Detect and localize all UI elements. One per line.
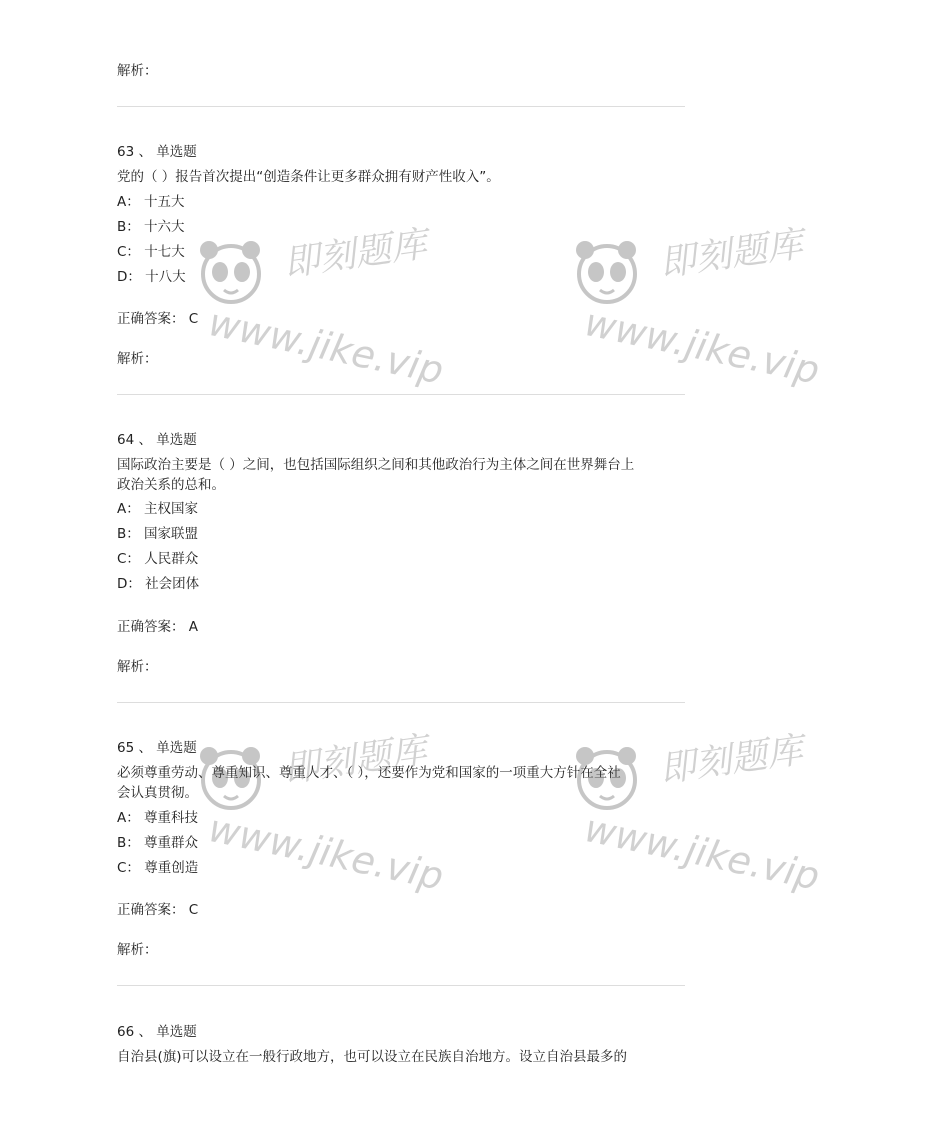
watermark — [196, 223, 556, 393]
watermark-brand: 即刻题库 — [281, 223, 430, 285]
analysis-label: 解析： — [117, 351, 158, 367]
option-a: A： 尊重科技 — [117, 810, 199, 826]
option-c: C： 人民群众 — [117, 551, 199, 567]
question-header: 66 、 单选题 — [117, 1024, 197, 1040]
question-header: 64 、 单选题 — [117, 432, 197, 448]
correct-answer: 正确答案： A — [117, 619, 199, 635]
watermark — [572, 729, 932, 899]
watermark-url: www.jike.vip — [204, 806, 448, 899]
question-header: 65 、 单选题 — [117, 740, 197, 756]
correct-answer: 正确答案： C — [117, 311, 199, 327]
question-header: 63 、 单选题 — [117, 144, 197, 160]
watermark-url: www.jike.vip — [580, 300, 824, 393]
question-stem: 党的（ ）报告首次提出“创造条件让更多群众拥有财产性收入”。 — [117, 169, 500, 185]
question-stem: 自治县(旗)可以设立在一般行政地方，也可以设立在民族自治地方。设立自治县最多的 — [117, 1049, 628, 1065]
option-b: B： 尊重群众 — [117, 835, 199, 851]
option-b: B： 国家联盟 — [117, 526, 199, 542]
question-stem-cont: 会认真贯彻。 — [117, 785, 198, 801]
watermark-brand: 即刻题库 — [657, 729, 806, 791]
analysis-label: 解析： — [117, 942, 158, 958]
panda-icon — [572, 742, 642, 814]
question-stem-cont: 政治关系的总和。 — [117, 477, 225, 493]
watermark-url: www.jike.vip — [580, 806, 824, 899]
option-d: D： 十八大 — [117, 269, 186, 285]
correct-answer: 正确答案： C — [117, 902, 199, 918]
question-stem: 必须尊重劳动、尊重知识、尊重人才、（ ），还要作为党和国家的一项重大方针在全社 — [117, 765, 621, 781]
watermark-url: www.jike.vip — [204, 300, 448, 393]
watermark-clip — [570, 0, 824, 1132]
option-d: D： 社会团体 — [117, 576, 200, 592]
option-c: C： 尊重创造 — [117, 860, 199, 876]
watermark — [572, 223, 932, 393]
option-c: C： 十七大 — [117, 244, 185, 260]
panda-icon — [196, 236, 266, 308]
question-stem: 国际政治主要是（ ）之间，也包括国际组织之间和其他政治行为主体之间在世界舞台上 — [117, 457, 635, 473]
watermark-brand: 即刻题库 — [281, 729, 430, 791]
option-a: A： 十五大 — [117, 194, 185, 210]
watermark-brand: 即刻题库 — [657, 223, 806, 285]
option-b: B： 十六大 — [117, 219, 185, 235]
analysis-label: 解析： — [117, 63, 158, 79]
option-a: A： 主权国家 — [117, 501, 199, 517]
analysis-label: 解析： — [117, 659, 158, 675]
panda-icon — [572, 236, 642, 308]
